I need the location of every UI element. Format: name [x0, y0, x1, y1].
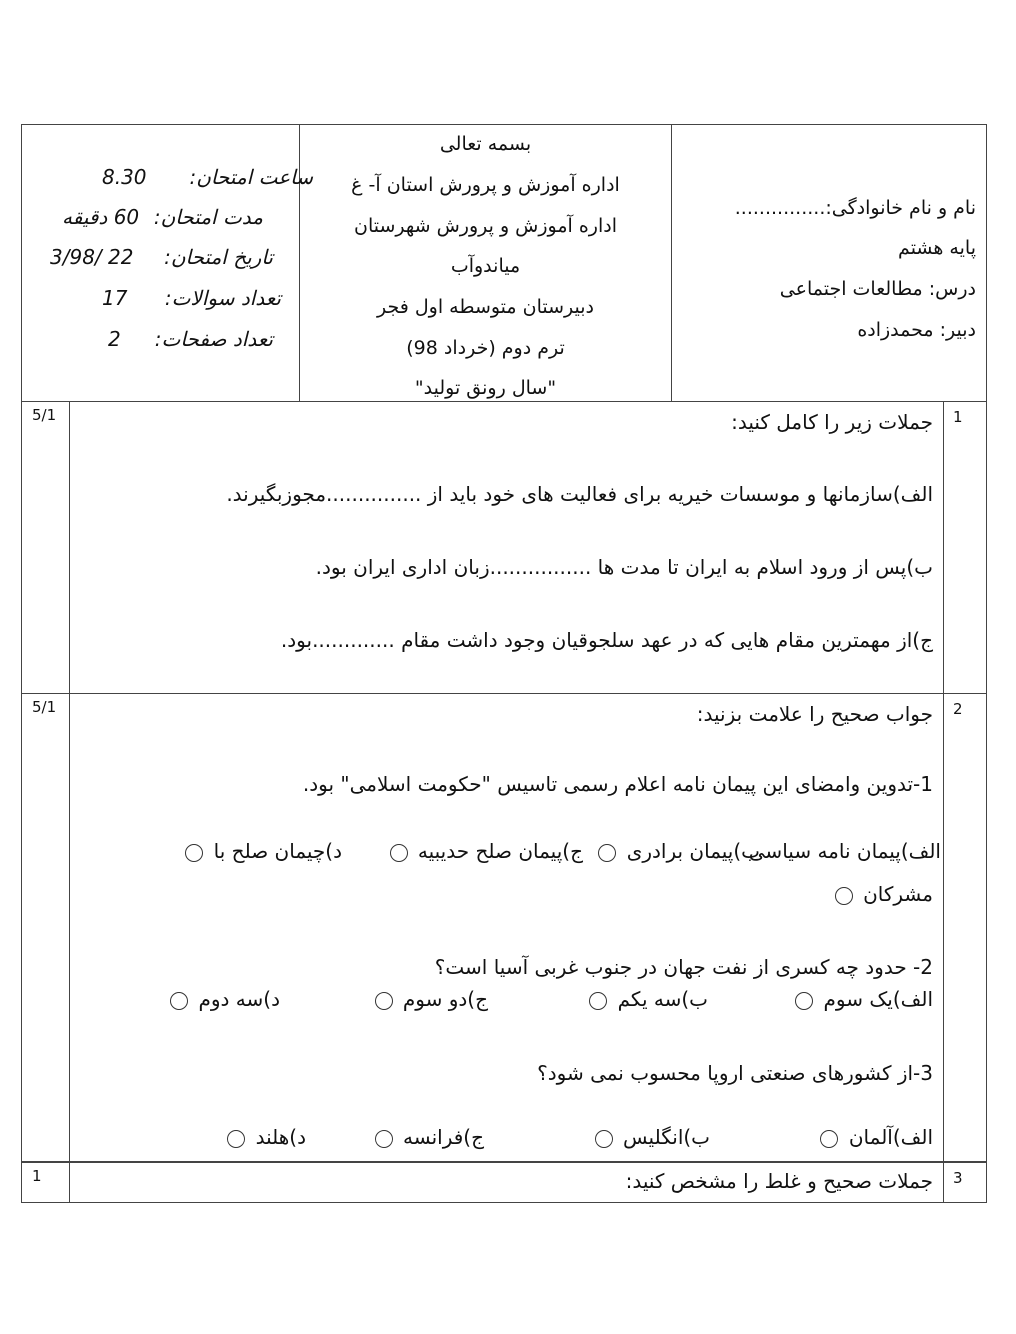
option-c[interactable] [375, 987, 488, 1011]
date-value: 22 /3/98 [50, 245, 134, 269]
term: ترم دوم (خرداد 98) [406, 337, 565, 359]
number-cell [943, 402, 986, 693]
option-label: د)چیمان صلح با [213, 839, 342, 863]
time-value: 8.30 [102, 165, 147, 189]
basmala: بسمه تعالی [439, 133, 532, 155]
option-d[interactable] [227, 1125, 306, 1149]
question-3 [21, 1162, 987, 1203]
question-number: 1 [953, 408, 963, 426]
radio-circle[interactable] [795, 992, 813, 1010]
subject: درس: مطالعات اجتماعی [779, 278, 976, 300]
option-label: ب)انگلیس [623, 1125, 710, 1149]
fill-blank-item: الف)سازمانها و موسسات خیریه برای فعالیت های خود باید از ...............مجوزبگیرند. [226, 482, 933, 506]
question-score: 1 [32, 1167, 42, 1185]
radio-circle[interactable] [185, 844, 203, 862]
questions-count-value: 17 [102, 286, 128, 310]
option-label: الف)یک سوم [823, 987, 933, 1011]
option-label: الف)پیمان نامه سیاسی [748, 839, 941, 863]
city-name: میاندوآب [450, 255, 521, 277]
radio-circle[interactable] [375, 1130, 393, 1148]
score-cell [22, 402, 70, 693]
student-info-box [672, 125, 986, 401]
question-number: 3 [953, 1169, 963, 1187]
questions-count-label: تعداد سوالات: [164, 286, 281, 310]
exam-info-box [22, 125, 313, 401]
radio-circle[interactable] [595, 1130, 613, 1148]
number-cell [943, 694, 986, 1161]
question-score: 5/1 [32, 698, 57, 716]
option-label: د)هلند [255, 1125, 306, 1149]
radio-circle[interactable] [227, 1130, 245, 1148]
date-label: تاریخ امتحان: [164, 245, 273, 269]
radio-circle[interactable] [375, 992, 393, 1010]
question-title: جواب صحیح را علامت بزنید: [696, 702, 933, 726]
option-d-continued[interactable] [835, 882, 933, 906]
radio-circle[interactable] [820, 1130, 838, 1148]
option-b[interactable] [589, 987, 708, 1011]
fill-blank-item: ب)پس از ورود اسلام به ایران تا مدت ها ................زبان اداری ایران بود. [315, 555, 933, 579]
option-label: الف)آلمان [848, 1125, 933, 1149]
radio-circle[interactable] [170, 992, 188, 1010]
question-2 [21, 694, 987, 1162]
question-title: جملات صحیح و غلط را مشخص کنید: [625, 1169, 933, 1193]
city-office: اداره آموزش و پرورش شهرستان [354, 215, 617, 237]
duration-value: 60 دقیقه [62, 205, 140, 229]
teacher: دبیر: محمدزاده [857, 319, 976, 341]
duration-label: مدت امتحان: [153, 205, 263, 229]
option-label: ب)سه یکم [617, 987, 708, 1011]
score-cell [22, 1163, 70, 1202]
option-b[interactable] [595, 1125, 710, 1149]
school-title-box [300, 125, 672, 401]
grade: پایه هشتم [898, 237, 976, 259]
score-cell [22, 694, 70, 1161]
radio-circle[interactable] [390, 844, 408, 862]
option-label: ج)دو سوم [402, 987, 488, 1011]
question-number: 2 [953, 700, 963, 718]
option-d[interactable] [185, 839, 342, 863]
student-name-field[interactable]: نام و نام خانوادگی:............... [734, 197, 976, 219]
option-c[interactable] [375, 1125, 484, 1149]
question-title: جملات زیر را کامل کنید: [731, 410, 933, 434]
radio-circle[interactable] [598, 844, 616, 862]
option-d[interactable] [170, 987, 280, 1011]
number-cell [943, 1163, 986, 1202]
option-label: ج)فرانسه [403, 1125, 484, 1149]
sub-question-2: 2- حدود چه کسری از نفت جهان در جنوب غربی آسیا است؟ [434, 955, 933, 979]
option-label: د)سه دوم [198, 987, 280, 1011]
option-c[interactable] [390, 839, 583, 863]
sub-question-1: 1-تدوین وامضای این پیمان نامه اعلام رسمی تاسیس "حکومت اسلامی" بود. [302, 772, 933, 796]
option-a[interactable] [820, 1125, 933, 1149]
option-a[interactable] [795, 987, 933, 1011]
option-a[interactable] [749, 839, 941, 863]
time-label: ساعت امتحان: [189, 165, 313, 189]
school-name: دبیرستان متوسطه اول فجر [377, 296, 594, 318]
radio-circle[interactable] [835, 887, 853, 905]
province-office: اداره آموزش و پرورش استان آ- غ [351, 174, 620, 196]
option-b[interactable] [598, 839, 760, 863]
option-label: ب)پیمان برادری [626, 839, 760, 863]
question-score: 5/1 [32, 406, 57, 424]
radio-circle[interactable] [589, 992, 607, 1010]
year-slogan: "سال رونق تولید" [414, 377, 557, 399]
exam-header [21, 124, 987, 402]
pages-count-value: 2 [108, 327, 121, 351]
pages-count-label: تعداد صفحات: [154, 327, 273, 351]
option-label: مشرکان [863, 882, 933, 906]
fill-blank-item: ج)از مهمترین مقام هایی که در عهد سلجوقیان وجود داشت مقام .............بود. [280, 628, 933, 652]
question-1 [21, 402, 987, 694]
option-label: ج)پیمان صلح حدیبیه [417, 839, 583, 863]
sub-question-3: 3-از کشورهای صنعتی اروپا محسوب نمی شود؟ [537, 1061, 933, 1085]
